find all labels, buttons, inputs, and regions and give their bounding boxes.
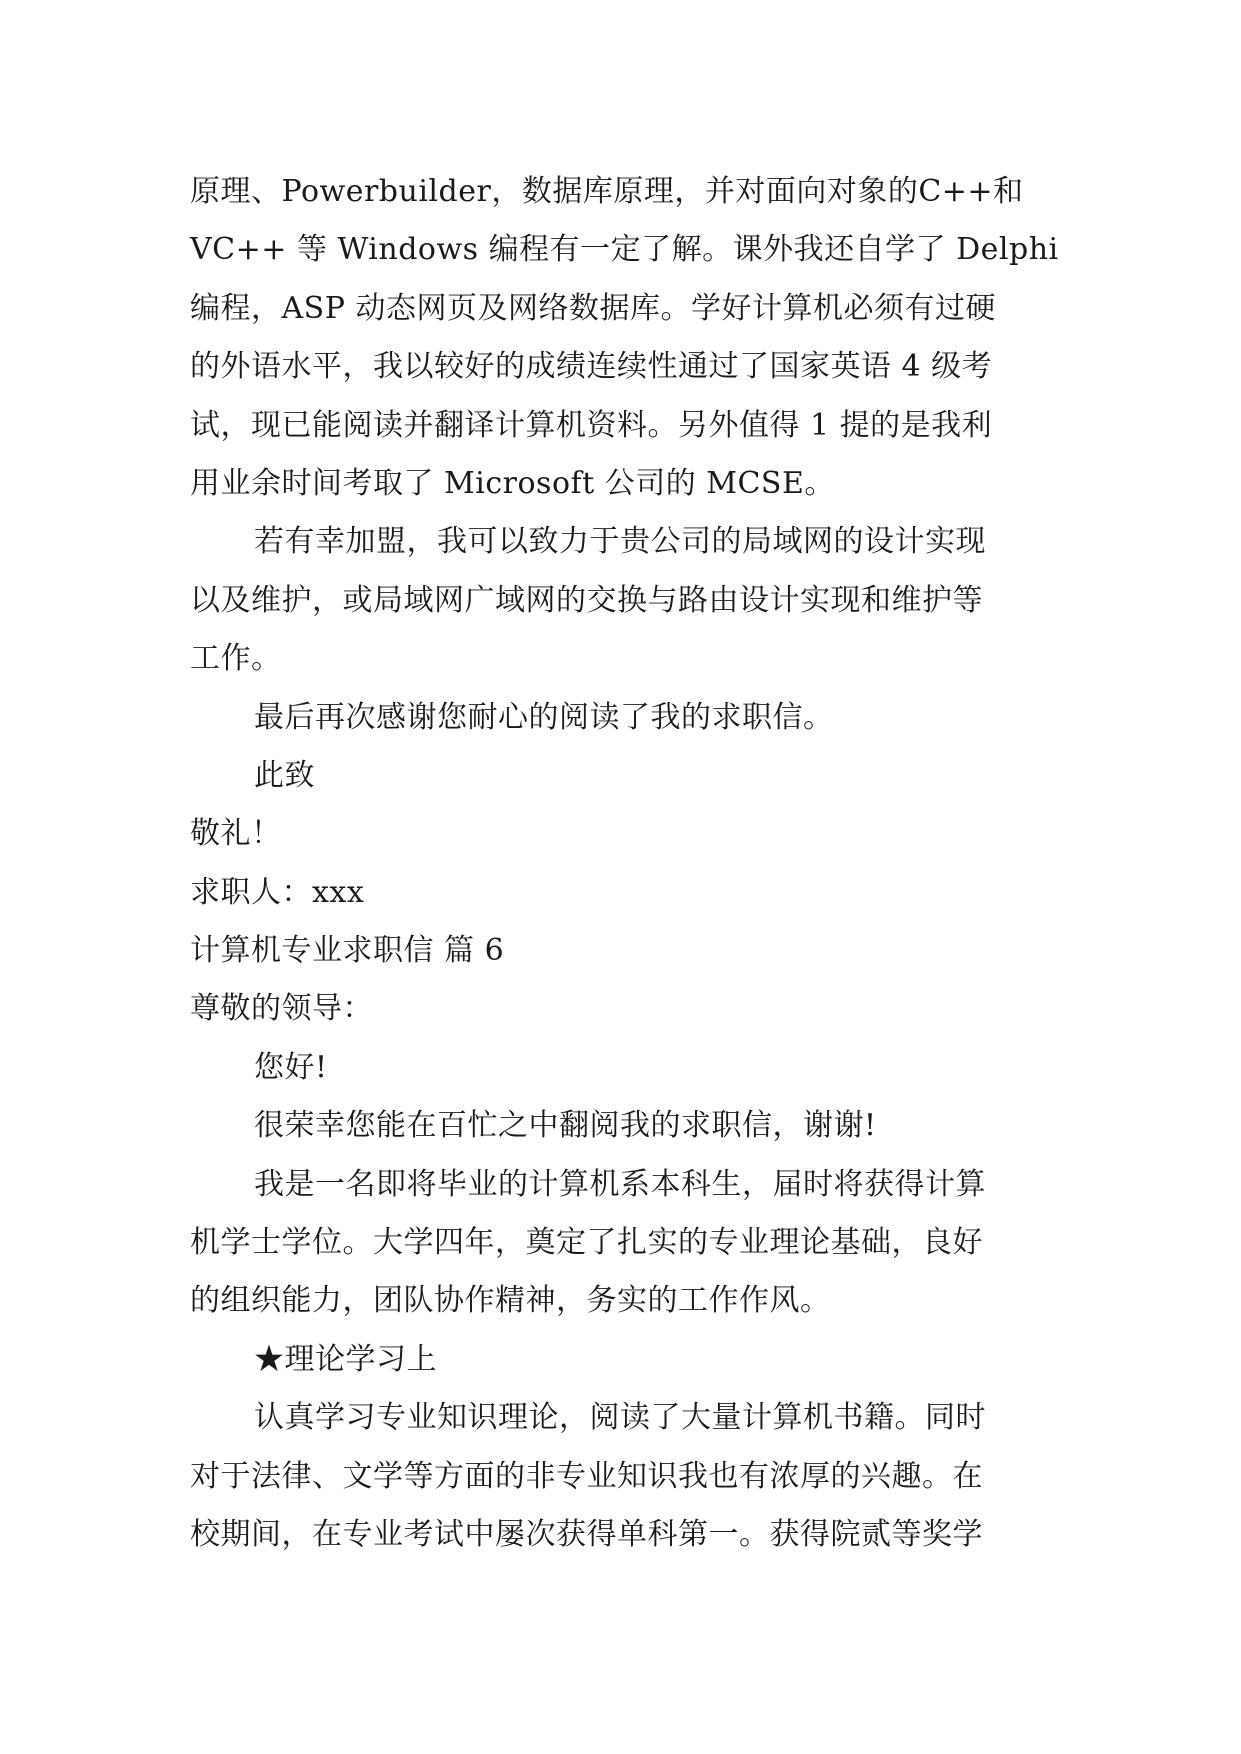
text-line: 我是一名即将毕业的计算机系本科生，届时将获得计算 [254, 1166, 986, 1202]
text-line: 校期间，在专业考试中屡次获得单科第一。获得院贰等奖学 [190, 1516, 983, 1552]
greeting: 您好! [254, 1049, 328, 1085]
text-line: 很荣幸您能在百忙之中翻阅我的求职信，谢谢! [254, 1108, 877, 1144]
section-title: 计算机专业求职信 篇 6 [190, 933, 505, 969]
text-line: 原理、Powerbuilder，数据库原理，并对面向对象的C++和 [190, 174, 1024, 209]
text-line: 机学士学位。大学四年，奠定了扎实的专业理论基础，良好 [190, 1225, 983, 1261]
text-line: 认真学习专业知识理论，阅读了大量计算机书籍。同时 [254, 1400, 986, 1436]
text-line: 编程，ASP 动态网页及网络数据库。学好计算机必须有过硬 [190, 290, 996, 326]
text-line: 工作。 [190, 641, 282, 677]
text-line: 的组织能力，团队协作精神，务实的工作作风。 [190, 1283, 831, 1319]
text-line: 若有幸加盟，我可以致力于贵公司的局域网的设计实现 [254, 524, 986, 560]
text-line: 对于法律、文学等方面的非专业知识我也有浓厚的兴趣。在 [190, 1458, 983, 1494]
greeting-recipient: 尊敬的领导： [190, 991, 373, 1027]
text-line: 的外语水平，我以较好的成绩连续性通过了国家英语 4 级考 [190, 349, 993, 385]
signature-line: 求职人：xxx [190, 874, 365, 910]
text-line: 用业余时间考取了 Microsoft 公司的 MCSE。 [190, 465, 835, 501]
document-body [190, 163, 1060, 1564]
text-line: 试，现已能阅读并翻译计算机资料。另外值得 1 提的是我利 [190, 407, 993, 443]
subsection-heading: ★理论学习上 [254, 1341, 437, 1377]
closing-regards: 敬礼！ [190, 816, 282, 852]
closing-salutation: 此致 [254, 757, 315, 793]
text-line: VC++ 等 Windows 编程有一定了解。课外我还自学了 Delphi [190, 232, 1059, 268]
text-line: 以及维护，或局域网广域网的交换与路由设计实现和维护等 [190, 582, 983, 618]
text-line: 最后再次感谢您耐心的阅读了我的求职信。 [254, 699, 834, 735]
